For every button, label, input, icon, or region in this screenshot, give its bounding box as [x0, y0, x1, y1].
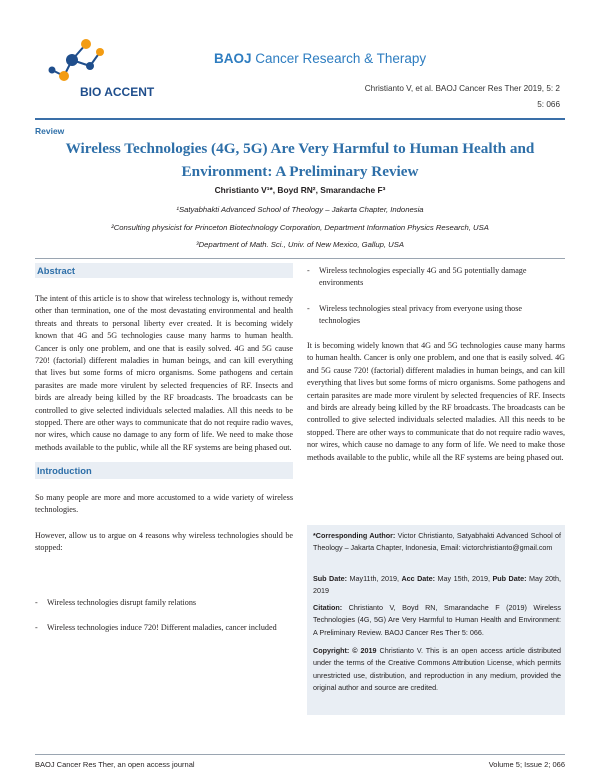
- logo-text: BIO ACCENT: [80, 85, 155, 99]
- introduction-heading: Introduction: [37, 465, 92, 476]
- journal-prefix: BAOJ: [214, 51, 252, 66]
- article-dates: [313, 573, 561, 598]
- introduction-paragraph-1: So many people are more and more accustomed to a wide variety of wireless technologies.: [35, 493, 293, 515]
- footer-journal: BAOJ Cancer Res Ther, an open access journal: [35, 760, 195, 769]
- footer-divider: [35, 754, 565, 755]
- citation-text: Christianto V, Boyd RN, Smarandache F (2019) Wireless Technologies (4G, 5G) Are Very Harmful to Human Health and Environment: A Preliminary Review. BAOJ Cancer Res Ther 5: 066.: [313, 603, 561, 637]
- list-item-text: Wireless technologies disrupt family relations: [47, 598, 197, 607]
- acc-date: May 15th, 2019,: [437, 574, 491, 583]
- list-item: [35, 622, 293, 634]
- list-item: [307, 303, 565, 328]
- copyright-text: Christianto V. This is an open access article distributed under the terms of the Creative Commons Attribution License, which permits unrestricted use, distribution, and reproduction in any medium, provided the original author and source are credited.: [313, 646, 561, 692]
- bullet-dash: -: [35, 623, 38, 632]
- list-item-text: Wireless technologies especially 4G and 5G potentially damage environments: [319, 266, 527, 288]
- pub-date: May 20th, 2019: [313, 574, 561, 596]
- pub-date-label: Pub Date:: [492, 574, 527, 583]
- header-citation-pages: 5: 066: [537, 100, 560, 109]
- introduction-paragraph-3: It is becoming widely known that 4G and 5G technologies cause many harms to human health. Cancer is only one problem, and one that is easily solved. 4G and 5G cause 720! (factorial) different maladies in human beings, and can kill everything that lives but some forms of micro organisms. Some pathogens and certain parasites are made more virulent by selected frequencies of RF. Insects and birds are already being killed by the RF broadcasts. The broadcasts can be controlled to give selected individuals selected maladies. All this needs to be stopped. There are other ways to communicate that do not require radio waves, nor wires, which cause no damage to any form of life. We need to make those methods available to the public, while all the RF systems are being phased out.: [307, 341, 565, 462]
- list-item: [35, 597, 293, 609]
- bullet-dash: -: [307, 304, 310, 313]
- bullet-dash: -: [307, 266, 310, 275]
- citation-block: [313, 602, 561, 639]
- list-item-text: Wireless technologies steal privacy from everyone using those technologies: [319, 304, 522, 326]
- citation-label: Citation:: [313, 603, 343, 612]
- list-item: [307, 265, 565, 290]
- footer-volume: Volume 5; Issue 2; 066: [488, 760, 565, 769]
- list-item-text: Wireless technologies induce 720! Different maladies, cancer included: [47, 623, 277, 632]
- journal-name: [214, 51, 426, 66]
- header-citation: Christianto V, et al. BAOJ Cancer Res Ther 2019, 5: 2: [364, 84, 560, 93]
- author-list: Christianto V¹*, Boyd RN², Smarandache F³: [214, 185, 386, 195]
- section-label: Review: [35, 126, 65, 136]
- copyright-block: [313, 645, 561, 694]
- introduction-paragraph-2: However, allow us to argue on 4 reasons why wireless technologies should be stopped:: [35, 531, 293, 553]
- journal-title: Cancer Research & Therapy: [255, 51, 427, 66]
- affiliation-1: ¹Satyabhakti Advanced School of Theology – Jakarta Chapter, Indonesia: [176, 205, 424, 214]
- bullet-dash: -: [35, 598, 38, 607]
- title-divider: [35, 258, 565, 259]
- copyright-label: Copyright: © 2019: [313, 646, 377, 655]
- affiliation-2: ²Consulting physicist for Princeton Biotechnology Corporation, Department Information Physics Research, USA: [111, 223, 489, 232]
- publisher-logo: [42, 30, 174, 100]
- corresponding-author: [313, 530, 561, 555]
- affiliation-3: ³Department of Math. Sci., Univ. of New Mexico, Gallup, USA: [196, 240, 404, 249]
- acc-date-label: Acc Date:: [401, 574, 436, 583]
- article-title: Wireless Technologies (4G, 5G) Are Very Harmful to Human Health and Environment: A Preliminary Review: [65, 140, 535, 180]
- corresponding-author-text: Victor Christianto, Satyabhakti Advanced School of Theology – Jakarta Chapter, Indonesia, Email: victorchristianto@gmail.com: [313, 531, 562, 553]
- sub-date: May11th, 2019,: [349, 574, 399, 583]
- sub-date-label: Sub Date:: [313, 574, 348, 583]
- corresponding-author-label: *Corresponding Author:: [313, 531, 396, 540]
- abstract-heading: Abstract: [37, 265, 76, 276]
- abstract-text: The intent of this article is to show that wireless technology is, without remedy other than termination, one of the most devastating environmental and health threats and threats to personal liberty ever created. It is becoming widely known that 4G and 5G technologies cause many harms to human health. Cancer is only one problem, and one that is easily solved. 4G and 5G cause 720! (factorial) different maladies in human beings, and can kill everything that lives but some forms of micro organisms. Some pathogens and certain parasites are made more virulent by selected frequencies of RF. Insects and birds are already being killed by the RF broadcasts. The broadcasts can be controlled to give selected individuals selected maladies. All this needs to be stopped. There are other ways to communicate that do not require radio waves, nor wires, which cause no damage to any form of life. We need to make those methods available to the public, while all the RF systems are being phased out.: [35, 294, 293, 452]
- header-divider: [35, 118, 565, 120]
- molecule-logo-icon: [42, 30, 174, 100]
